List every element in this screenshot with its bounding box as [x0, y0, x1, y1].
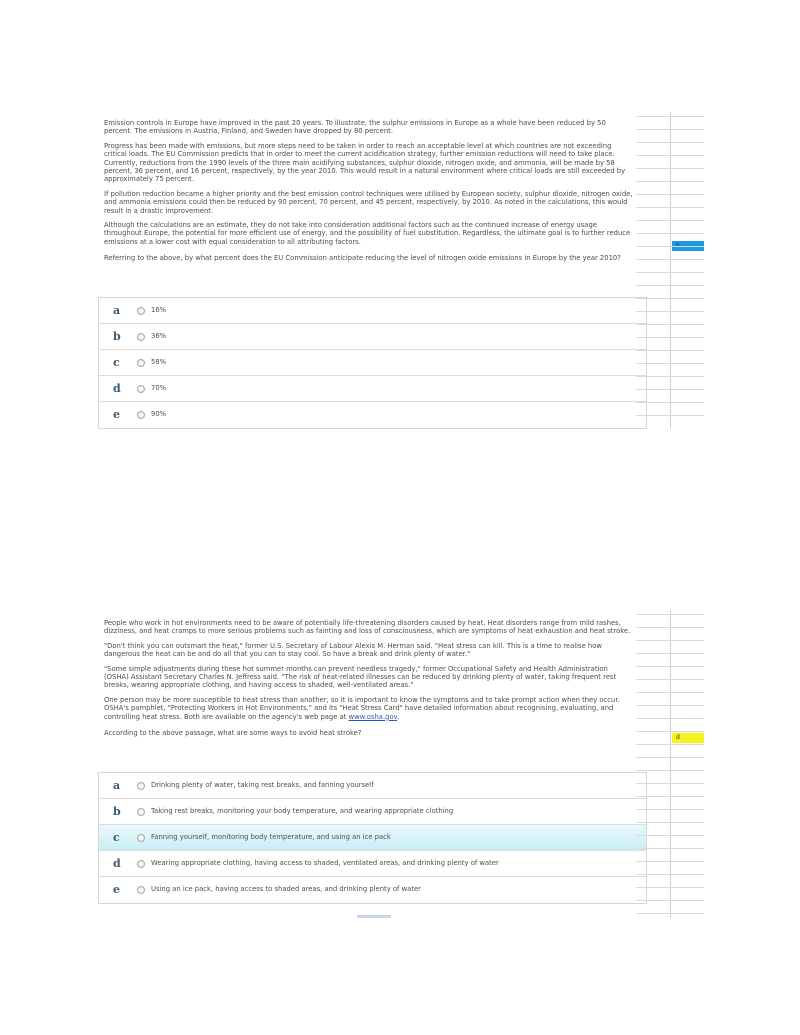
row-divider: [636, 848, 704, 849]
column-divider: [670, 112, 671, 428]
row-divider: [636, 220, 704, 221]
option-a[interactable]: [99, 773, 646, 799]
option-b[interactable]: [99, 799, 646, 825]
passage-paragraph: [104, 696, 634, 721]
question-text: According to the above passage, what are some ways to avoid heat stroke?: [104, 729, 362, 738]
row-divider: [636, 666, 704, 667]
row-divider: [636, 155, 704, 156]
row-divider: [636, 415, 704, 416]
option-text: 90%: [151, 410, 167, 418]
row-divider: [636, 874, 704, 875]
row-divider: [636, 757, 704, 758]
row-divider: [636, 298, 704, 299]
passage-paragraph: Progress has been made with emissions, but more steps need to be taken in order to reach an acceptable level at which countries are not exceeding critical loads. The EU Commission predicts that in order to meet the current acidification strategy, further emission reductions will need to take place. Currently, reductions from the 1990 levels of the three main acidifying substances, sulphur dioxide, nitrogen oxide, and ammonia, will be made by 58 percent, 36 percent, and 16 percent, respectively, by the year 2010. This would result in a natural environment where critical loads are still exceeded by approximately 75 percent.: [104, 141, 626, 184]
option-e[interactable]: [99, 877, 646, 903]
passage-paragraph: If pollution reduction became a higher priority and the best emission control techniques were utilised by European society, sulphur dioxide, nitrogen oxide, and ammonia emissions could then be reduced by 90 percent, 70 percent, and 45 percent, respectively, by 2010. As noted in the calculations, this would result in a drastic improvement.: [104, 189, 633, 215]
scrollbar-thumb[interactable]: [357, 915, 391, 918]
option-text: 16%: [151, 306, 167, 314]
row-divider: [636, 168, 704, 169]
row-divider: [636, 861, 704, 862]
option-letter: d: [113, 857, 121, 870]
row-divider: [636, 337, 704, 338]
row-divider: [636, 913, 704, 914]
row-divider: [636, 835, 704, 836]
row-divider: [636, 705, 704, 706]
paragraph-text: .: [397, 712, 400, 721]
row-divider: [636, 324, 704, 325]
radio-button[interactable]: [137, 385, 145, 393]
radio-button[interactable]: [137, 808, 145, 816]
option-b[interactable]: [99, 324, 646, 350]
column-divider: [670, 610, 671, 918]
row-divider: [636, 116, 704, 117]
passage-1: [104, 119, 634, 269]
row-divider: [636, 900, 704, 901]
option-letter: b: [113, 805, 121, 818]
option-letter: c: [113, 356, 120, 369]
question-text: Referring to the above, by what percent does the EU Commission anticipate reducing the level of nitrogen oxide emissions in Europe by the year 2010?: [104, 254, 621, 263]
option-letter: e: [113, 408, 120, 421]
radio-button[interactable]: [137, 860, 145, 868]
row-divider: [636, 233, 704, 234]
option-a[interactable]: [99, 298, 646, 324]
row-divider: [636, 181, 704, 182]
passage-paragraph: People who work in hot environments need to be aware of potentially life-threatening disorders caused by heat. Heat disorders range from mild rashes, dizziness, and heat cramps to more serious problems such as fainting and loss of consciousness, which are symptoms of heat exhaustion and heat stroke.: [104, 619, 631, 636]
row-divider: [636, 822, 704, 823]
option-letter: d: [113, 382, 121, 395]
row-divider: [636, 770, 704, 771]
answer-cell[interactable]: d: [672, 733, 704, 743]
row-divider: [636, 809, 704, 810]
passage-paragraph: Although the calculations are an estimate, they do not take into consideration additional factors such as the continued increase of energy usage throughout Europe, the potential for more efficient use of energy, and the possibility of fuel substitution. Regardless, the ultimate goal is to further reduce emissions at a lower cost with equal consideration to all attributing factors.: [104, 221, 631, 246]
option-text: Fanning yourself, monitoring body temperature, and using an ice pack: [151, 833, 391, 841]
option-letter: b: [113, 330, 121, 343]
option-c[interactable]: [99, 825, 646, 851]
row-divider: [636, 363, 704, 364]
row-divider: [636, 796, 704, 797]
row-divider: [636, 731, 704, 732]
passage-2: [104, 619, 634, 743]
passage-paragraph: "Don't think you can outsmart the heat," former U.S. Secretary of Labour Alexis M. Herman said. "Heat stress can kill. This is a time to realise how dangerous the heat can be and do all that you can to stay cool. So have a break and drink plenty of water.": [104, 641, 602, 659]
row-divider: [636, 311, 704, 312]
row-divider: [636, 194, 704, 195]
radio-button[interactable]: [137, 359, 145, 367]
option-letter: a: [113, 304, 121, 317]
radio-button[interactable]: [137, 834, 145, 842]
option-d[interactable]: [99, 376, 646, 402]
row-divider: [636, 259, 704, 260]
option-letter: e: [113, 883, 120, 896]
option-d[interactable]: [99, 851, 646, 877]
paragraph-text: One person may be more susceptible to heat stress than another, so it is important to know the symptoms and to take prompt action when they occur. OSHA's pamphlet, "Protecting Workers in Hot Environments," and its "Heat Stress Card" have detailed information about recognising, evaluating, and controlling heat stress. Both are available on the agency's web page at: [104, 695, 620, 721]
option-c[interactable]: [99, 350, 646, 376]
radio-button[interactable]: [137, 782, 145, 790]
row-divider: [636, 129, 704, 130]
row-divider: [636, 887, 704, 888]
option-text: 36%: [151, 332, 167, 340]
option-text: 70%: [151, 384, 167, 392]
passage-paragraph: "Some simple adjustments during these hot summer months can prevent needless tragedy," former Occupational Safety and Health Administration (OSHA) Assistant Secretary Charles N. Jeffress said. "The risk of heat-related illnesses can be reduced by drinking plenty of water, taking frequent rest breaks, wearing appropriate clothing, and having access to shaded, well-ventilated areas.": [104, 664, 617, 690]
option-text: Wearing appropriate clothing, having access to shaded, ventilated areas, and drinking plenty of water: [151, 859, 499, 867]
row-divider: [636, 402, 704, 403]
radio-button[interactable]: [137, 411, 145, 419]
row-divider: [636, 389, 704, 390]
row-divider: [636, 783, 704, 784]
radio-button[interactable]: [137, 307, 145, 315]
row-divider: [636, 207, 704, 208]
answer-options: [98, 772, 647, 904]
row-divider: [636, 653, 704, 654]
spreadsheet-strip-2: [636, 610, 704, 918]
question-card-1: [98, 115, 704, 427]
row-divider: [636, 692, 704, 693]
row-divider: [636, 614, 704, 615]
row-divider: [636, 679, 704, 680]
question-card-2: [98, 613, 704, 918]
row-divider: [636, 376, 704, 377]
passage-paragraph: Emission controls in Europe have improved in the past 20 years. To illustrate, the sulphur emissions in Europe as a whole have been reduced by 50 percent. The emissions in Austria, Finland, and Sweden have dropped by 80 percent.: [104, 119, 606, 136]
option-text: Taking rest breaks, monitoring your body temperature, and wearing appropriate clothing: [151, 807, 454, 815]
row-divider: [636, 142, 704, 143]
option-e[interactable]: [99, 402, 646, 428]
option-text: Using an ice pack, having access to shaded areas, and drinking plenty of water: [151, 885, 421, 893]
row-divider: [636, 350, 704, 351]
row-divider: [636, 718, 704, 719]
row-divider: [636, 272, 704, 273]
option-letter: a: [113, 779, 121, 792]
osha-link[interactable]: www.osha.gov: [348, 712, 398, 721]
row-divider: [636, 744, 704, 745]
row-divider: [636, 640, 704, 641]
radio-button[interactable]: [137, 333, 145, 341]
option-text: 58%: [151, 358, 167, 366]
row-divider: [636, 627, 704, 628]
option-text: Drinking plenty of water, taking rest breaks, and fanning yourself: [151, 781, 374, 789]
spreadsheet-strip-1: [636, 112, 704, 428]
row-divider: [636, 246, 704, 247]
answer-options: [98, 297, 647, 429]
row-divider: [636, 285, 704, 286]
option-letter: c: [113, 831, 120, 844]
radio-button[interactable]: [137, 886, 145, 894]
